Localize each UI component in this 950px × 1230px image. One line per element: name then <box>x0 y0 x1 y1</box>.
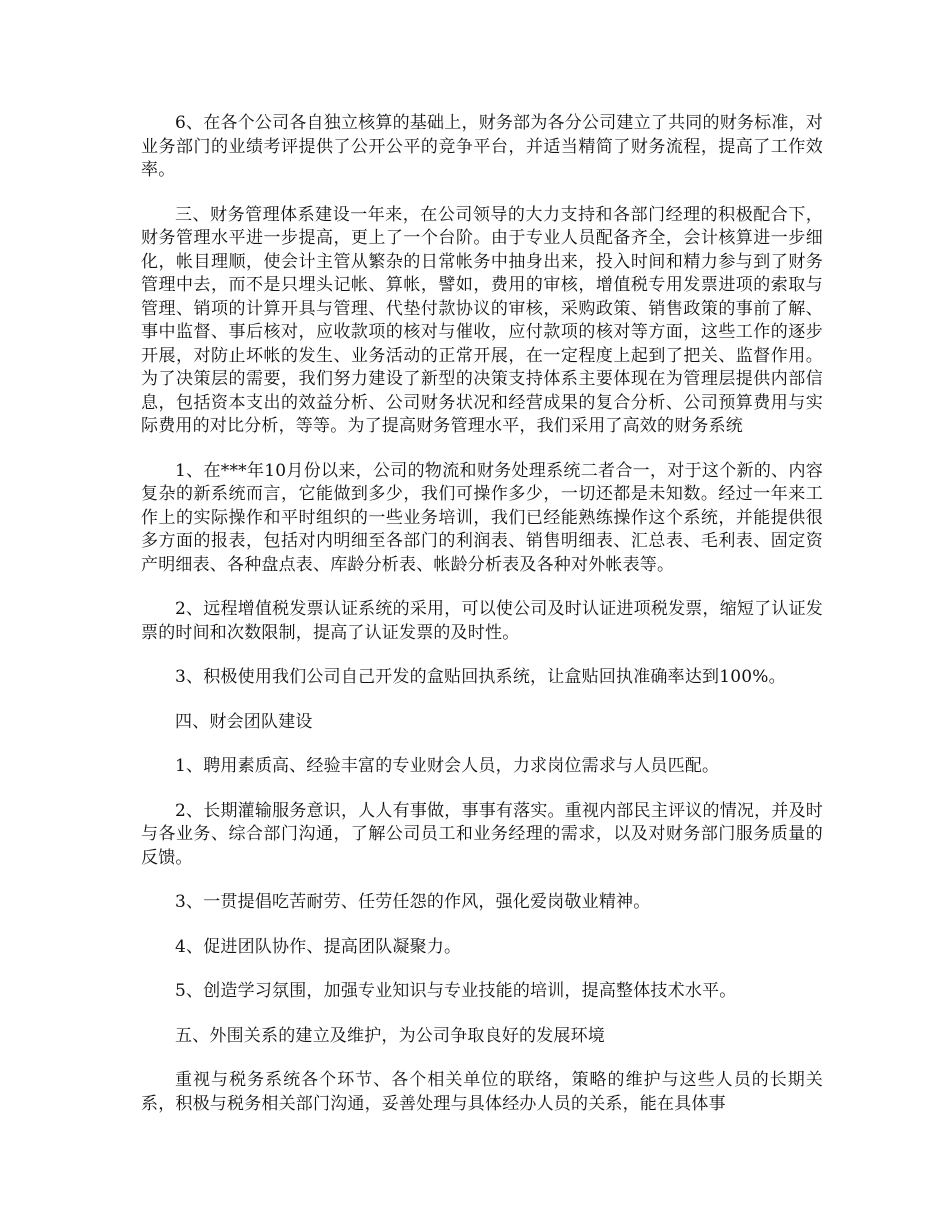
paragraph-item-1-logistics-finance-system: 1、在***年10月份以来，公司的物流和财务处理系统二者合一，对于这个新的、内容复杂的新系统而言，它能做到多少，我们可操作多少，一切还都是未知数。经过一年来工作上的实际操作和平时组织的一些业务培训，我们已经能熟练操作这个系统，并能提供很多方面的报表，包括对内明细至各部门的利润表、销售明细表、汇总表、毛利表、固定资产明细表、各种盘点表、库龄分析表、帐龄分析表及各种对外帐表等。 <box>141 460 823 575</box>
document-body <box>141 112 823 1137</box>
paragraph-item-3-box-receipt-system: 3、积极使用我们公司自己开发的盒贴回执系统，让盒贴回执准确率达到100%。 <box>175 667 786 687</box>
paragraph-tax-relations: 重视与税务系统各个环节、各个相关单位的联络，策略的维护与这些人员的长期关系，积极与税务相关部门沟通，妥善处理与具体经办人员的关系，能在具体事 <box>141 1070 823 1114</box>
paragraph-section-3-finance-management-system: 三、财务管理体系建设一年来，在公司领导的大力支持和各部门经理的积极配合下，财务管理水平进一步提高，更上了一个台阶。由于专业人员配备齐全，会计核算进一步细化，帐目理顺，使会计主管从繁杂的日常帐务中抽身出来，投入时间和精力参与到了财务管理中去，而不是只埋头记帐、算帐，譬如，费用的审核，增值税专用发票进项的索取与管理、销项的计算开具与管理、代垫付款协议的审核，采购政策、销售政策的事前了解、事中监督、事后核对，应收款项的核对与催收，应付款项的核对等方面，这些工作的逐步开展，对防止坏帐的发生、业务活动的正常开展，在一定程度上起到了把关、监督作用。为了决策层的需要，我们努力建设了新型的决策支持体系主要体现在为管理层提供内部信息，包括资本支出的效益分析、公司财务状况和经营成果的复合分析、公司预算费用与实际费用的对比分析，等等。为了提高财务管理水平，我们采用了高效的财务系统 <box>141 204 823 436</box>
paragraph-team-item-2: 2、长期灌输服务意识，人人有事做，事事有落实。重视内部民主评议的情况，并及时与各业务、综合部门沟通，了解公司员工和业务经理的需求，以及对财务部门服务质量的反馈。 <box>141 800 823 868</box>
paragraph-team-item-4: 4、促进团队协作、提高团队凝聚力。 <box>175 936 462 957</box>
paragraph-team-item-3: 3、一贯提倡吃苦耐劳、任劳任怨的作风，强化爱岗敬业精神。 <box>175 892 651 912</box>
section-heading-team-building: 四、财会团队建设 <box>175 711 313 732</box>
section-heading-external-relations: 五、外围关系的建立及维护，为公司争取良好的发展环境 <box>175 1025 605 1046</box>
paragraph-team-item-5: 5、创造学习氛围，加强专业知识与专业技能的培训，提高整体技术水平。 <box>175 981 737 1001</box>
paragraph-item-2-remote-invoice-verification: 2、远程增值税发票认证系统的采用，可以使公司及时认证进项税发票，缩短了认证发票的时间和次数限制，提高了认证发票的及时性。 <box>141 599 823 643</box>
paragraph-item-6-finance-standards: 6、在各个公司各自独立核算的基础上，财务部为各分公司建立了共同的财务标准，对业务部门的业绩考评提供了公开公平的竞争平台，并适当精简了财务流程，提高了工作效率。 <box>141 113 823 180</box>
paragraph-team-item-1: 1、聘用素质高、经验丰富的专业财会人员，力求岗位需求与人员匹配。 <box>175 756 720 776</box>
